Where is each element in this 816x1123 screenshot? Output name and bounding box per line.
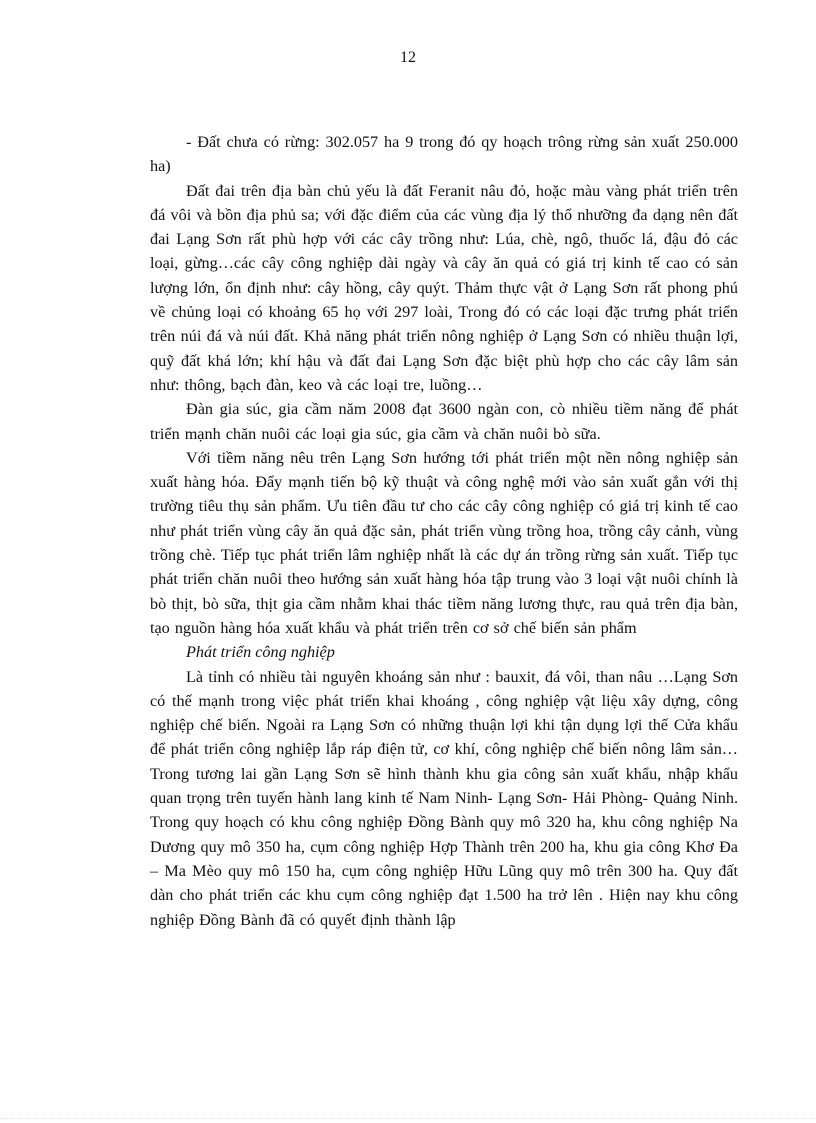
paragraph-soil-and-crops: Đất đai trên địa bàn chủ yếu là đất Feranit nâu đỏ, hoặc màu vàng phát triển trên đá vôi và bồn địa phủ sa; với đặc điểm của các vùng địa lý thổ nhưỡng đa dạng nên đất đai Lạng Sơn rất phù hợp với các cây trồng như: Lúa, chè, ngô, thuốc lá, đậu đỏ các loại, gừng…các cây công nghiệp dài ngày và cây ăn quả có giá trị kinh tế cao có sản lượng lớn, ổn định như: cây hồng, cây quýt. Thảm thực vật ở Lạng Sơn rất phong phú về chủng loại có khoảng 65 họ với 297 loài, Trong đó có các loại đặc trưng phát triển trên núi đá và núi đất. Khả năng phát triển nông nghiệp ở Lạng Sơn có nhiều thuận lợi, quỹ đất khá lớn; khí hậu và đất đai Lạng Sơn đặc biệt phù hợp cho các cây lâm sản như: thông, bạch đàn, keo và các loại tre, luồng… [150, 181, 738, 394]
paragraph-unforested-land: - Đất chưa có rừng: 302.057 ha 9 trong đó qy hoạch trông rừng sản xuất 250.000 ha) [150, 133, 738, 176]
paragraph-agriculture-strategy: Với tiềm năng nêu trên Lạng Sơn hướng tới phát triển một nền nông nghiệp sản xuất hàng hóa. Đẩy mạnh tiến bộ kỹ thuật và công nghệ mới vào sản xuất gắn với thị trường tiêu thụ sản phẩm. Ưu tiên đầu tư cho các cây công nghiệp có giá trị kinh tế cao như phát triển vùng cây ăn quả đặc sản, phát triển vùng trồng hoa, trồng cây cảnh, vùng trồng chè. Tiếp tục phát triển lâm nghiệp nhất là các dự án trồng rừng sản xuất. Tiếp tục phát triển chăn nuôi theo hướng sản xuất hàng hóa tập trung vào 3 loại vật nuôi chính là bò thịt, bò sữa, thịt gia cầm nhằm khai thác tiềm năng lương thực, rau quả trên địa bàn, tạo nguồn hàng hóa xuất khẩu và phát triển trên cơ sở chế biến sản phẩm [150, 448, 738, 637]
document-body [150, 130, 738, 932]
page-bottom-divider [0, 1118, 816, 1119]
page-number: 12 [400, 49, 416, 66]
paragraph-livestock: Đàn gia súc, gia cầm năm 2008 đạt 3600 ngàn con, cò nhiều tiềm năng để phát triển mạnh chăn nuôi các loại gia súc, gia cầm và chăn nuôi bò sữa. [150, 400, 738, 443]
paragraph-industry: Là tỉnh có nhiều tài nguyên khoáng sản như : bauxit, đá vôi, than nâu …Lạng Sơn có thế mạnh trong việc phát triển khai khoáng , công nghiệp vật liệu xây dựng, công nghiệp chế biến. Ngoài ra Lạng Sơn có những thuận lợi khi tận dụng lợi thế Cửa khẩu để phát triển công nghiệp lắp ráp điện tử, cơ khí, công nghiệp chế biến nông lâm sản…Trong tương lai gần Lạng Sơn sẽ hình thành khu gia công sản xuất khẩu, nhập khẩu quan trọng trên tuyến hành lang kinh tế Nam Ninh- Lạng Sơn- Hải Phòng- Quảng Ninh. Trong quy hoạch có khu công nghiệp Đồng Bành quy mô 320 ha, khu công nghiệp Na Dương quy mô 350 ha, cụm công nghiệp Hợp Thành trên 200 ha, khu gia công Khơ Đa – Ma Mèo quy mô 150 ha, cụm công nghiệp Hữu Lũng quy mô trên 300 ha. Quy đất dàn cho phát triển các khu cụm công nghiệp đạt 1.500 ha trở lên . Hiện nay khu công nghiệp Đồng Bành đã có quyết định thành lập [150, 667, 738, 929]
section-heading-industry: Phát triển công nghiệp [186, 643, 335, 662]
